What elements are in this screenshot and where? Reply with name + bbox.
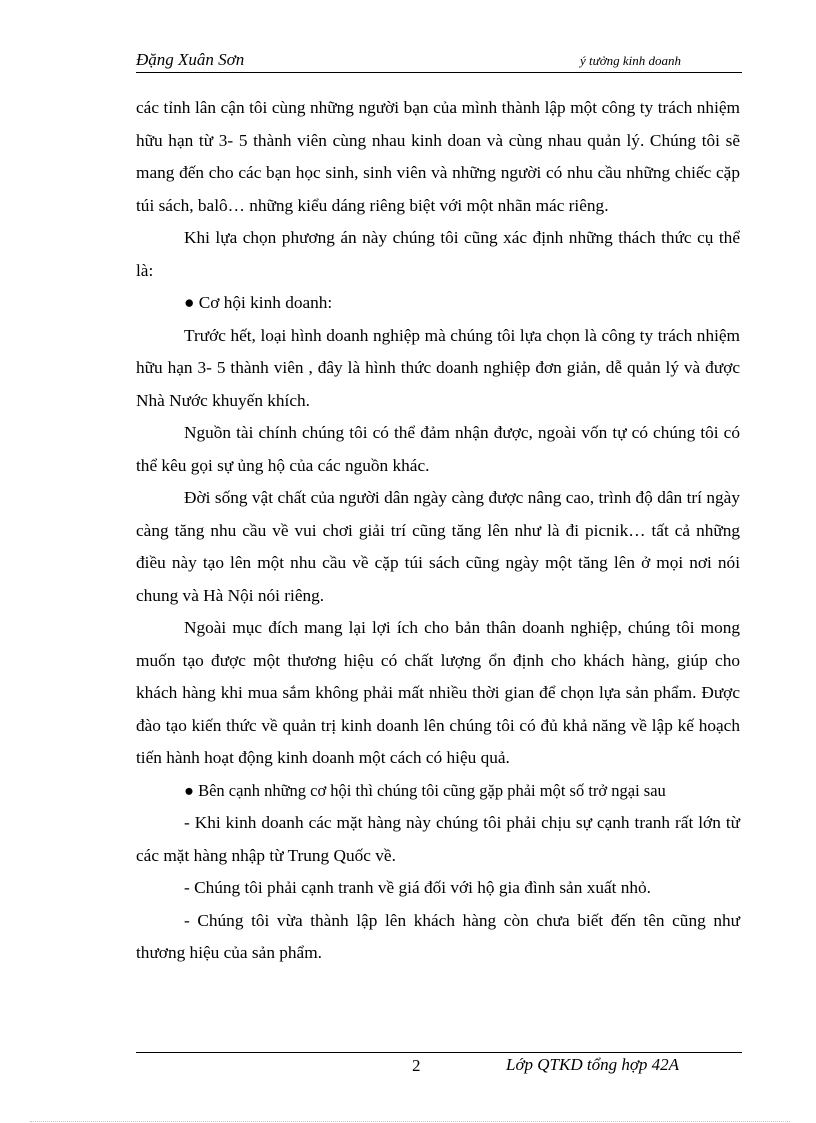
paragraph-1: các tỉnh lân cận tôi cùng những người bạn của mình thành lập một công ty trách nhiệm hữu hạn từ 3- 5 thành viên cùng nhau kinh doan và cùng nhau quản lý. Chúng tôi sẽ mang đến cho các bạn học sinh, sinh viên và những người có nhu cầu những chiếc cặp túi sách, balô… những kiểu dáng riêng biệt với một nhãn mác riêng. xyxy=(136,98,740,215)
paragraph-9: - Chúng tôi vừa thành lập lên khách hàng còn chưa biết đến tên cũng như thương hiệu của sản phẩm. xyxy=(136,910,740,962)
paragraph-7: - Khi kinh doanh các mặt hàng này chúng tôi phải chịu sự cạnh tranh rất lớn từ các mặt hàng nhập từ Trung Quốc về. xyxy=(136,813,740,865)
paragraph-2: Khi lựa chọn phương án này chúng tôi cũng xác định những thách thức cụ thể là: xyxy=(136,228,740,280)
header-divider xyxy=(136,72,742,73)
paragraph-6: Ngoài mục đích mang lại lợi ích cho bản thân doanh nghiệp, chúng tôi mong muốn tạo được một thương hiệu có chất lượng ổn định cho khách hàng, giúp cho khách hàng khi mua sắm không phải mất nhiều thời gian để chọn lựa sản phẩm. Được đào tạo kiến thức về quản trị kinh doanh lên chúng tôi có đủ khả năng về lập kế hoạch tiến hành hoạt động kinh doanh một cách có hiệu quả. xyxy=(136,618,740,767)
bullet-opportunities: ● Cơ hội kinh doanh: xyxy=(184,293,333,312)
paragraph-3: Trước hết, loại hình doanh nghiệp mà chúng tôi lựa chọn là công ty trách nhiệm hữu hạn 3- 5 thành viên , đây là hình thức doanh nghiệp đơn giản, dễ quản lý và được Nhà Nước khuyến khích. xyxy=(136,325,740,410)
header-author: Đặng Xuân Sơn xyxy=(136,50,245,69)
footer-divider xyxy=(136,1052,742,1053)
document-body xyxy=(136,92,740,970)
footer-class-name: Lớp QTKD tổng hợp 42A xyxy=(506,1055,680,1074)
paragraph-5: Đời sống vật chất của người dân ngày càng được nâng cao, trình độ dân trí ngày càng tăng nhu cầu về vui chơi giải trí cũng tăng lên như là đi picnik… tất cả những điều này tạo lên một nhu cầu về cặp túi sách cũng ngày một tăng lên ở mọi nơi nói chung và Hà Nội nói riêng. xyxy=(136,488,740,605)
header-topic: ý tưởng kinh doanh xyxy=(580,53,682,68)
paragraph-8: - Chúng tôi phải cạnh tranh về giá đối với hộ gia đình sản xuất nhỏ. xyxy=(184,878,652,897)
page-number: 2 xyxy=(412,1056,421,1075)
paragraph-4: Nguồn tài chính chúng tôi có thể đảm nhận được, ngoài vốn tự có chúng tôi có thể kêu gọi sự ủng hộ của các nguồn khác. xyxy=(136,423,740,475)
bullet-obstacles: ● Bên cạnh những cơ hội thì chúng tôi cũng gặp phải một số trở ngại sau xyxy=(184,780,666,800)
page-bottom-edge xyxy=(30,1121,790,1122)
